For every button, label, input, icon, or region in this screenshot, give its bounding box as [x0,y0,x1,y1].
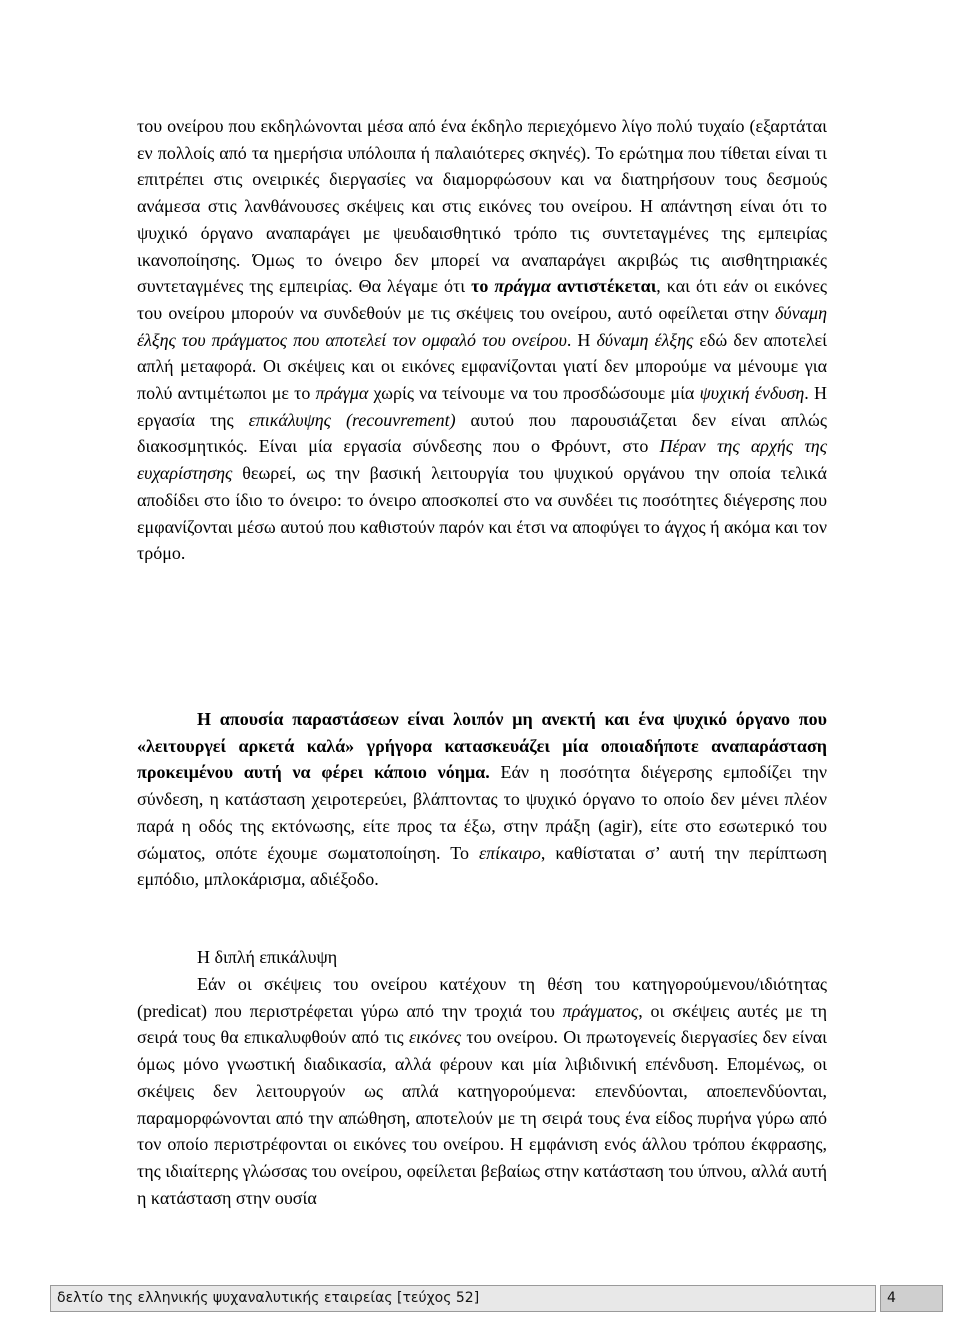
paragraph-2 [137,706,827,893]
p1-run: του ονείρου που εκδηλώνονται μέσα από ένα έκδηλο περιεχόμενο λίγο πολύ τυχαίο (εξαρτάται εν πολλοίς από τα ημερήσια υπόλοιπα ή παλαιότερες σκηνές). Το ερώτημα που τίθεται είναι τι επιτρέπει στις ονειρικές διεργασίες να διαμορφώσουν και να διατηρήσουν τους δεσμούς ανάμεσα στις λανθάνουσες σκέψεις και στις εικόνες του ονείρου. Η απάντηση είναι ότι το ψυχικό όργανο αναπαράγει με ψευδαισθητικό τρόπο τις συντεταγμένες της εμπειρίας ικανοποίησης. Όμως το όνειρο δεν μπορεί να αναπαράγει ακριβώς τις αισθητηριακές συντεταγμένες της εμπειρίας. Θα λέγαμε ότι [137,116,827,297]
p1-run: πράγμα [494,276,551,297]
p2-run: Εάν η ποσότητα διέγερσης εμποδίζει την σύνδεση, η κατάσταση χειροτερεύει, βλάπτοντας το ψυχικό όργανο το οποίο δεν μένει πλέον παρά η οδός της εκτόνωσης, είτε προς τα έξω, στην πράξη (agir), είτε στο εσωτερικό του σώματος, οπότε έχουμε σωματοποίηση. Το [137,762,827,863]
p2-run: Η απουσία παραστάσεων είναι λοιπόν μη ανεκτή και ένα ψυχικό όργανο που «λειτουργεί αρκετά καλά» γρήγορα κατασκευάζει μία οποιαδήποτε αναπαράσταση προκειμένου αυτή να φέρει κάποιο νόημα. [137,709,827,783]
p1-run: δύναμη έλξης [596,329,694,350]
p3-run: του ονείρου. Οι πρωτογενείς διεργασίες δεν είναι όμως μόνο γνωστική διαδικασία, αλλά φέρουν και μία λιβιδινική επένδυση. Επομένως, οι σκέψεις δεν λειτουργούν ως απλά κατηγορούμενα: επενδύονται, αποεπενδύονται, παραμορφώνονται από την απώθηση, αποτελούν με τη σειρά τους ένα είδος πυρήνα γύρω από τον οποίο περιστρέφονται οι εικόνες του ονείρου. Η εμφάνιση ενός άλλου τρόπου έκφρασης, της ιδιαίτερης γλώσσας του ονείρου, οφείλεται βεβαίως στην κατάσταση του ύπνου, αλλά αυτή η κατάσταση στην ουσία [137,1027,827,1208]
p1-run: αντιστέκεται [550,276,657,297]
p1-run: χωρίς να τείνουμε να του προσδώσουμε μία [368,383,700,404]
p1-run: θεωρεί, ως την βασική λειτουργία του ψυχικού οργάνου την οποία τελικά αποδίδει στο ίδιο το όνειρο: το όνειρο αποσκοπεί στο να συνδέει τις ποσότητες διέγερσης που εμφανίζονται μέσω αυτού που καθιστούν παρόν και έτσι να αποφύγει το άγχος ή ακόμα και τον τρόμο. [137,463,827,564]
p1-run: πράγμα [315,383,369,404]
p3-run: , οι σκέψεις αυτές με τη σειρά τους θα επικαλυφθούν από τις [137,1000,828,1048]
page-number: 4 [880,1285,943,1312]
p3-run: Εάν οι σκέψεις του ονείρου κατέχουν τη θέση του κατηγορούμενου/ιδιότητας (predicat) που περιστρέφεται γύρω από την τροχιά του [137,974,827,1021]
p1-run: εδώ δεν αποτελεί απλή μεταφορά. Οι σκέψεις και οι εικόνες εμφανίζονται γιατί δεν μπορούμε να μένουμε για πολύ αντιμέτωποι με το [137,329,827,404]
p1-run: επικάλυψης (recouvrement) [248,409,456,430]
p1-run: το [471,276,495,297]
p1-run: . Η [566,329,597,350]
paragraph-3 [137,971,827,1211]
footer-journal-title: δελτίο της ελληνικής ψυχαναλυτικής εταιρείας [τεύχος 52] [50,1285,876,1312]
p2-run: επίκαιρο [479,842,541,863]
p1-run: δύναμη έλξης του πράγματος που αποτελεί τον ομφαλό του ονείρου [137,302,827,350]
page-footer [50,1285,943,1312]
paragraph-1 [137,113,827,567]
p2-run: , καθίσταται σ’ αυτή την περίπτωση εμπόδιο, μπλοκάρισμα, αδιέξοδο. [137,842,828,890]
p1-run: ψυχική ένδυση [699,383,805,404]
p1-run: , και ότι εάν οι εικόνες του ονείρου μπορούν να συνδεθούν με τις σκέψεις του ονείρου, αυτό οφείλεται στην [137,276,828,323]
p3-run: πράγματος [562,1000,639,1021]
p3-run: εικόνες [408,1027,462,1048]
p1-run: αυτού που παρουσιάζεται δεν είναι απλώς διακοσμητικός. Είναι μία εργασία σύνδεσης που ο Φρόυντ, στο [137,409,827,457]
p1-run: . Η εργασία της [137,383,828,430]
p1-run: Πέραν της αρχής της ευχαρίστησης [137,436,827,484]
section-heading: Η διπλή επικάλυψη [197,947,338,967]
